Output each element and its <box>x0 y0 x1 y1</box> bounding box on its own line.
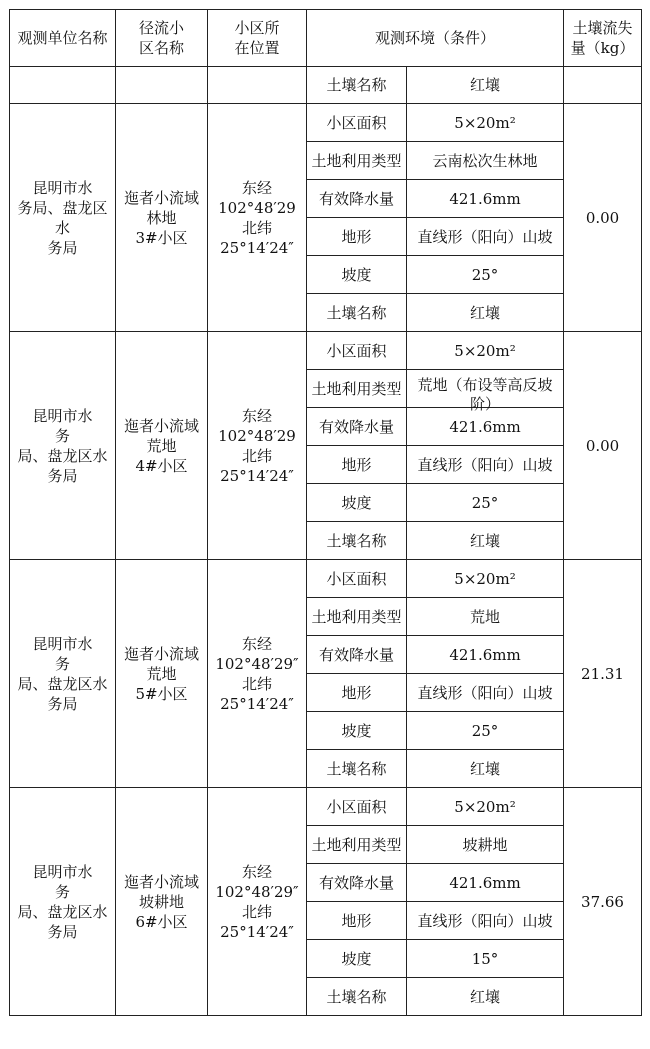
empty-cell <box>564 67 642 104</box>
condition-label: 小区面积 <box>307 788 407 826</box>
condition-label: 土地利用类型 <box>307 142 407 180</box>
condition-label: 土壤名称 <box>307 750 407 788</box>
condition-label: 地形 <box>307 674 407 712</box>
condition-value: 5×20m² <box>407 104 564 142</box>
plot-cell: 迤者小流域 荒地 5#小区 <box>116 560 208 788</box>
soil-loss-table <box>9 9 642 1016</box>
plot-cell: 迤者小流域 坡耕地 6#小区 <box>116 788 208 1016</box>
condition-value: 25° <box>407 712 564 750</box>
condition-label: 土地利用类型 <box>307 370 407 408</box>
plot-cell: 迤者小流域 林地 3#小区 <box>116 104 208 332</box>
location-cell: 东经 102°48′29″ 北纬 25°14′24″ <box>208 560 307 788</box>
loss-cell: 21.31 <box>564 560 642 788</box>
condition-label: 地形 <box>307 218 407 256</box>
table-row <box>10 560 642 598</box>
empty-cell <box>116 67 208 104</box>
condition-label: 地形 <box>307 902 407 940</box>
condition-label: 土壤名称 <box>307 294 407 332</box>
empty-cell <box>208 67 307 104</box>
location-cell: 东经 102°48′29 北纬 25°14′24″ <box>208 104 307 332</box>
header-location: 小区所 在位置 <box>208 10 307 67</box>
condition-value: 421.6mm <box>407 408 564 446</box>
condition-value: 5×20m² <box>407 560 564 598</box>
condition-value: 25° <box>407 484 564 522</box>
condition-value: 15° <box>407 940 564 978</box>
condition-label: 土壤名称 <box>307 978 407 1016</box>
header-plot: 径流小 区名称 <box>116 10 208 67</box>
condition-value <box>407 370 564 413</box>
condition-value: 5×20m² <box>407 788 564 826</box>
condition-value: 云南松次生林地 <box>407 142 564 180</box>
condition-label: 土壤名称 <box>307 67 407 104</box>
unit-cell: 昆明市水 务 局、盘龙区水务局 <box>10 560 116 788</box>
condition-label: 有效降水量 <box>307 408 407 446</box>
condition-label: 坡度 <box>307 256 407 294</box>
table-row <box>10 332 642 370</box>
condition-value: 直线形（阳向）山坡 <box>407 902 564 940</box>
condition-value: 红壤 <box>407 522 564 560</box>
condition-value: 421.6mm <box>407 636 564 674</box>
condition-label: 地形 <box>307 446 407 484</box>
condition-value: 421.6mm <box>407 864 564 902</box>
condition-value: 红壤 <box>407 978 564 1016</box>
condition-value: 直线形（阳向）山坡 <box>407 674 564 712</box>
table-row <box>10 67 642 104</box>
header-row <box>10 10 642 67</box>
header-unit: 观测单位名称 <box>10 10 116 67</box>
table-body <box>10 67 642 1016</box>
condition-value: 直线形（阳向）山坡 <box>407 218 564 256</box>
unit-cell: 昆明市水 务局、盘龙区水 务局 <box>10 104 116 332</box>
condition-label: 坡度 <box>307 940 407 978</box>
condition-value: 荒地 <box>407 598 564 636</box>
loss-cell: 0.00 <box>564 104 642 332</box>
header-loss: 土壤流失 量（kg） <box>564 10 642 67</box>
condition-label: 有效降水量 <box>307 864 407 902</box>
condition-value: 坡耕地 <box>407 826 564 864</box>
unit-cell: 昆明市水 务 局、盘龙区水务局 <box>10 788 116 1016</box>
condition-value: 5×20m² <box>407 332 564 370</box>
unit-cell: 昆明市水 务 局、盘龙区水务局 <box>10 332 116 560</box>
condition-label: 小区面积 <box>307 104 407 142</box>
condition-value: 红壤 <box>407 294 564 332</box>
condition-value: 421.6mm <box>407 180 564 218</box>
loss-cell: 37.66 <box>564 788 642 1016</box>
condition-label: 小区面积 <box>307 560 407 598</box>
condition-label: 土地利用类型 <box>307 598 407 636</box>
condition-label: 坡度 <box>307 712 407 750</box>
condition-value: 红壤 <box>407 750 564 788</box>
table-row <box>10 104 642 142</box>
empty-cell <box>10 67 116 104</box>
loss-cell: 0.00 <box>564 332 642 560</box>
condition-label: 小区面积 <box>307 332 407 370</box>
condition-label: 土壤名称 <box>307 522 407 560</box>
condition-value: 直线形（阳向）山坡 <box>407 446 564 484</box>
plot-cell: 迤者小流域 荒地 4#小区 <box>116 332 208 560</box>
condition-value: 25° <box>407 256 564 294</box>
condition-label: 土地利用类型 <box>307 826 407 864</box>
condition-label: 有效降水量 <box>307 180 407 218</box>
condition-value: 红壤 <box>407 67 564 104</box>
condition-label: 坡度 <box>307 484 407 522</box>
condition-value-text: 荒地（布设等高反坡阶） <box>417 375 553 413</box>
condition-label: 有效降水量 <box>307 636 407 674</box>
header-conditions: 观测环境（条件） <box>307 10 564 67</box>
location-cell: 东经 102°48′29 北纬 25°14′24″ <box>208 332 307 560</box>
location-cell: 东经 102°48′29″ 北纬 25°14′24″ <box>208 788 307 1016</box>
table-row <box>10 788 642 826</box>
